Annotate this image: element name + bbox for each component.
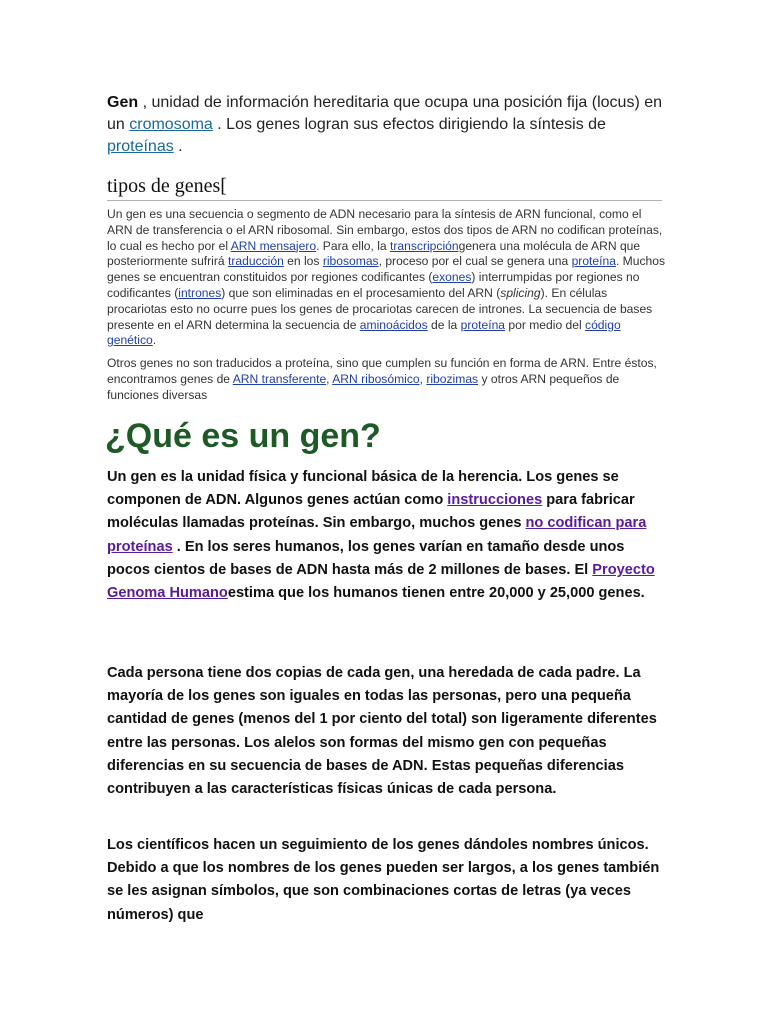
link-exones[interactable]: exones — [432, 270, 472, 285]
link-cromosoma[interactable]: cromosoma — [129, 116, 213, 133]
heading-tipos-de-genes: tipos de genes[ — [107, 173, 662, 201]
link-ribozimas[interactable]: ribozimas — [426, 371, 479, 386]
link-arn-mensajero[interactable]: ARN mensajero — [230, 238, 317, 253]
link-arn-ribosomico[interactable]: ARN ribosómico — [332, 371, 420, 386]
que-es-paragraph-3: Los científicos hacen un seguimiento de los genes dándoles nombres únicos. Debido a que los nombres de los genes pueden ser largos, a los genes también se les asignan símbolos, que son combinaciones cortas de letras (ya veces números) que — [107, 837, 660, 923]
intro-paragraph: Gen , unidad de información hereditaria que ocupa una posición fija (locus) en un cromosoma . Los genes logran sus efectos dirigiendo la síntesis de proteínas . — [107, 94, 663, 155]
que-es-paragraph-1: Un gen es la unidad física y funcional básica de la herencia. Los genes se componen de ADN. Algunos genes actúan como instrucciones para fabricar moléculas llamadas proteínas. Sin embargo, muchos genes no codifican para proteínas . En los seres humanos, los genes varían en tamaño desde unos pocos cientos de bases de ADN hasta más de 2 millones de bases. El Proyecto Genoma Humanoestima que los humanos tienen entre 20,000 y 25,000 genes. — [107, 469, 655, 602]
link-traduccion[interactable]: traducción — [228, 254, 284, 269]
term-gen: Gen — [107, 94, 139, 111]
link-intrones[interactable]: intrones — [178, 285, 222, 300]
link-proteina-2[interactable]: proteína — [460, 317, 506, 332]
link-arn-transferente[interactable]: ARN transferente — [232, 371, 327, 386]
link-transcripcion[interactable]: transcripción — [390, 238, 459, 253]
link-ribosomas[interactable]: ribosomas — [322, 254, 379, 269]
link-instrucciones[interactable]: instrucciones — [447, 492, 543, 509]
link-no-codifican[interactable]: no codifican para proteínas — [107, 515, 647, 555]
link-proyecto-genoma-humano[interactable]: Proyecto Genoma Humano — [107, 561, 655, 602]
link-aminoacidos[interactable]: aminoácidos — [359, 317, 428, 332]
que-es-paragraph-2: Cada persona tiene dos copias de cada gen, una heredada de cada padre. La mayoría de los genes son iguales en todas las personas, pero una pequeña cantidad de genes (menos del 1 por ciento del total) son ligeramente diferentes entre las personas. Los alelos son formas del mismo gen con pequeñas diferencias en su secuencia de bases de ADN. Estas pequeñas diferencias contribuyen a las características físicas únicas de cada persona. — [107, 665, 657, 798]
link-proteinas[interactable]: proteínas — [107, 138, 174, 155]
heading-que-es-un-gen: ¿Qué es un gen? — [105, 417, 381, 455]
link-proteina[interactable]: proteína — [571, 254, 616, 269]
tipos-paragraph-1: Un gen es una secuencia o segmento de ADN necesario para la síntesis de ARN funcional, como el ARN de transferencia o el ARN ribosomal. Sin embargo, estos dos tipos de ARN no codifican proteínas, lo cual es hecho por el ARN mensajero. Para ello, la transcripcióngenera una molécula de ARN que posteriormente sufrirá traducción en los ribosomas, proceso por el cual se genera una proteína. Muchos genes se encuentran constituidos por regiones codificantes (exones) interrumpidas por regiones no codificantes (intrones) que son eliminadas en el procesamiento del ARN (splicing). En células procariotas esto no ocurre pues los genes de procariotas carecen de intrones. La secuencia de bases presente en el ARN determina la secuencia de aminoácidos de la proteína por medio del código genético. — [107, 207, 666, 348]
term-splicing: splicing — [500, 285, 541, 300]
tipos-paragraph-2: Otros genes no son traducidos a proteína, sino que cumplen su función en forma de ARN. Entre éstos, encontramos genes de ARN transferente, ARN ribosómico, ribozimas y otros ARN pequeños de funciones diversas — [107, 356, 657, 402]
link-codigo-genetico[interactable]: código genético — [107, 317, 621, 348]
